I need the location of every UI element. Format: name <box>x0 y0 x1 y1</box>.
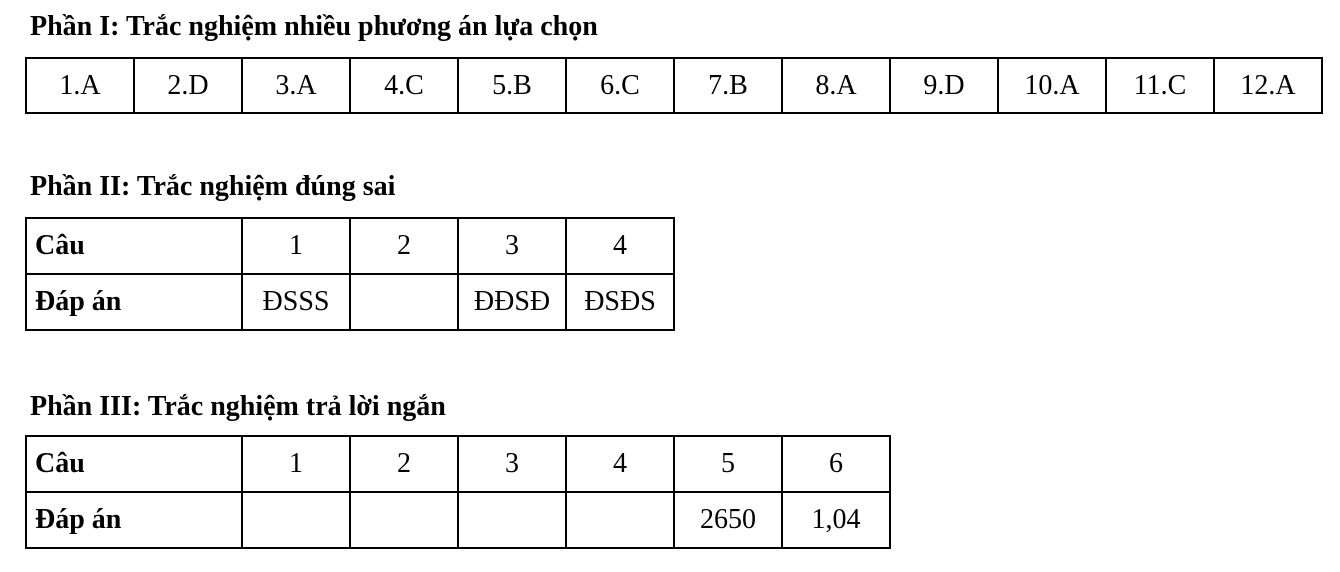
answer-cell: ĐSSS <box>242 274 350 330</box>
answer-cell: 7.B <box>674 58 782 113</box>
answer-cell: 12.A <box>1214 58 1322 113</box>
answer-cell: 8.A <box>782 58 890 113</box>
table-row <box>26 58 1322 113</box>
part2-title: Phần II: Trắc nghiệm đúng sai <box>30 171 396 202</box>
part3-answer-table <box>25 435 891 549</box>
answer-cell: 3.A <box>242 58 350 113</box>
question-number-cell: 3 <box>458 218 566 274</box>
table-row <box>26 218 674 274</box>
answer-row-label: Đáp án <box>26 492 242 548</box>
answer-cell: ĐSĐS <box>566 274 674 330</box>
answer-cell: 9.D <box>890 58 998 113</box>
question-row-label: Câu <box>26 436 242 492</box>
answer-cell: 1.A <box>26 58 134 113</box>
answer-row-label: Đáp án <box>26 274 242 330</box>
answer-cell: 5.B <box>458 58 566 113</box>
part3-title: Phần III: Trắc nghiệm trả lời ngắn <box>30 391 446 422</box>
answer-cell <box>242 492 350 548</box>
question-number-cell: 1 <box>242 436 350 492</box>
question-number-cell: 4 <box>566 218 674 274</box>
question-number-cell: 6 <box>782 436 890 492</box>
part1-answer-table <box>25 57 1323 114</box>
answer-cell <box>350 492 458 548</box>
question-number-cell: 3 <box>458 436 566 492</box>
answer-cell: 2650 <box>674 492 782 548</box>
question-number-cell: 2 <box>350 436 458 492</box>
table-row <box>26 274 674 330</box>
answer-cell: 10.A <box>998 58 1106 113</box>
answer-cell: 11.C <box>1106 58 1214 113</box>
answer-cell: ĐĐSĐ <box>458 274 566 330</box>
answer-cell: 1,04 <box>782 492 890 548</box>
question-row-label: Câu <box>26 218 242 274</box>
answer-cell: 6.C <box>566 58 674 113</box>
question-number-cell: 4 <box>566 436 674 492</box>
answer-cell: 4.C <box>350 58 458 113</box>
question-number-cell: 2 <box>350 218 458 274</box>
answer-cell <box>458 492 566 548</box>
question-number-cell: 5 <box>674 436 782 492</box>
answer-cell <box>566 492 674 548</box>
question-number-cell: 1 <box>242 218 350 274</box>
answer-cell <box>350 274 458 330</box>
table-row <box>26 436 890 492</box>
table-row <box>26 492 890 548</box>
part2-answer-table <box>25 217 675 331</box>
answer-cell: 2.D <box>134 58 242 113</box>
part1-title: Phần I: Trắc nghiệm nhiều phương án lựa chọn <box>30 11 598 42</box>
